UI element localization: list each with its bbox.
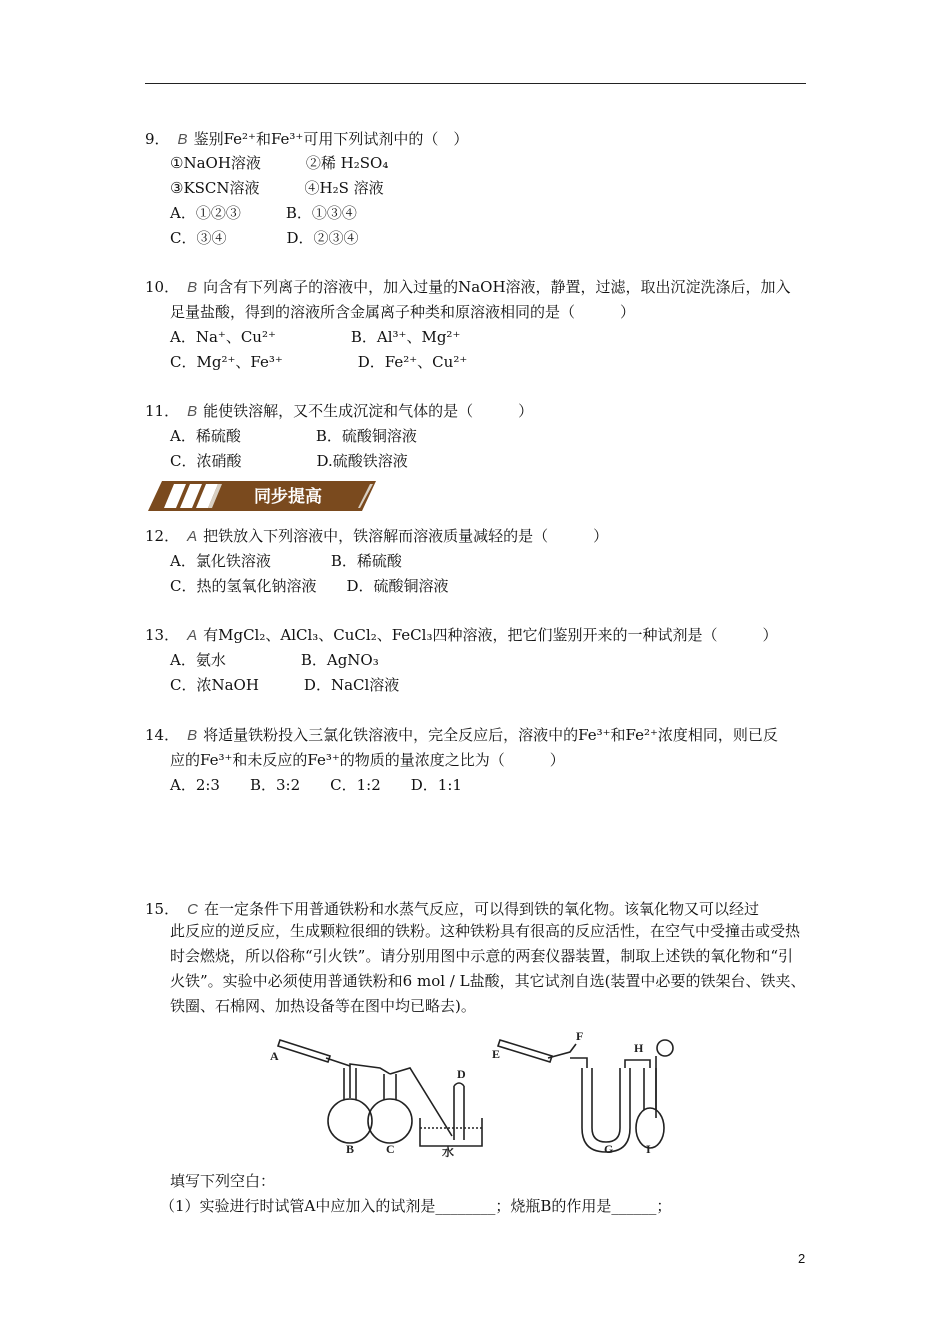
svg-text:F: F (576, 1029, 584, 1043)
svg-text:I: I (646, 1142, 651, 1156)
question-10-stem: 10． B 向含有下列离子的溶液中，加入过量的NaOH溶液，静置，过滤，取出沉淀洗涤后，加入 (145, 278, 791, 296)
question-11-stem: 11． B 能使铁溶解，又不生成沉淀和气体的是（ ） (145, 402, 534, 420)
q14-answers-row-1: A．2:3 B．3:2 C．1:2 D．1:1 (170, 776, 462, 794)
question-14-stem: 14． B 将适量铁粉投入三氯化铁溶液中，完全反应后，溶液中的Fe³⁺和Fe²⁺浓度相同，则已反 (145, 726, 778, 744)
page-number: 2 (798, 1251, 806, 1266)
question-14-stem-cont: 应的Fe³⁺和未反应的Fe³⁺的物质的量浓度之比为（ ） (170, 751, 565, 769)
q9-answers-row-1: A．①②③ B．①③④ (170, 204, 357, 222)
question-15-stem: 15． C 在一定条件下用普通铁粉和水蒸气反应，可以得到铁的氧化物。该氧化物又可以经过 (145, 900, 759, 918)
question-13-stem: 13． A 有MgCl₂、AlCl₃、CuCl₂、FeCl₃四种溶液，把它们鉴别开来的一种试剂是（ ） (145, 626, 778, 644)
q9-answers-row-2: C．③④ D．②③④ (170, 229, 359, 247)
q10-answers-row-2: C．Mg²⁺、Fe³⁺ D．Fe²⁺、Cu²⁺ (170, 353, 468, 371)
q13-answers-row-1: A．氨水 B．AgNO₃ (170, 651, 379, 669)
q10-answers-row-1: A．Na⁺、Cu²⁺ B．Al³⁺、Mg²⁺ (170, 328, 461, 346)
question-10-stem-cont: 足量盐酸，得到的溶液所含金属离子种类和原溶液相同的是（ ） (170, 303, 636, 321)
section-banner (148, 481, 376, 511)
svg-text:H: H (634, 1041, 644, 1055)
question-9-stem: 9． B 鉴别Fe²⁺和Fe³⁺可用下列试剂中的（ ） (145, 130, 469, 148)
fill-prompt: 填写下列空白： (170, 1172, 276, 1190)
question-15-body: 此反应的逆反应，生成颗粒很细的铁粉。这种铁粉具有很高的反应活性，在空气中受撞击或受热时会燃烧，所以俗称“引火铁”。请分别用图中示意的两套仪器装置，制取上述铁的氧化物和“引火铁”。实验中必须使用普通铁粉和6 mol / L盐酸，其它试剂自选(装置中必要的铁架台、铁夹、铁圈、石棉网、加热设备等在图中均已略去)。 (170, 922, 806, 1015)
svg-text:水: 水 (442, 1145, 455, 1158)
q15-subquestion-1: （1）实验进行时试管A中应加入的试剂是________；烧瓶B的作用是______； (160, 1197, 672, 1215)
question-12-stem: 12． A 把铁放入下列溶液中，铁溶解而溶液质量减轻的是（ ） (145, 527, 609, 545)
svg-text:B: B (346, 1142, 355, 1156)
q9-options-row-2: ③KSCN溶液 ④H₂S 溶液 (170, 179, 384, 197)
header-rule (145, 83, 806, 84)
q13-answers-row-2: C．浓NaOH D．NaCl溶液 (170, 676, 400, 694)
svg-text:A: A (270, 1049, 279, 1063)
apparatus-figure (270, 1028, 690, 1158)
q12-answers-row-1: A．氯化铁溶液 B．稀硫酸 (170, 552, 402, 570)
q9-options-row-1: ①NaOH溶液 ②稀 H₂SO₄ (170, 154, 389, 172)
q12-answers-row-2: C．热的氢氧化钠溶液 D．硫酸铜溶液 (170, 577, 449, 595)
svg-text:E: E (492, 1047, 501, 1061)
svg-text:C: C (386, 1142, 395, 1156)
q11-answers-row-2: C．浓硝酸 D.硫酸铁溶液 (170, 452, 408, 470)
svg-text:D: D (457, 1067, 466, 1081)
svg-text:G: G (604, 1142, 614, 1156)
q11-answers-row-1: A．稀硫酸 B．硫酸铜溶液 (170, 427, 417, 445)
section-banner-title: 同步提高 (254, 487, 322, 507)
